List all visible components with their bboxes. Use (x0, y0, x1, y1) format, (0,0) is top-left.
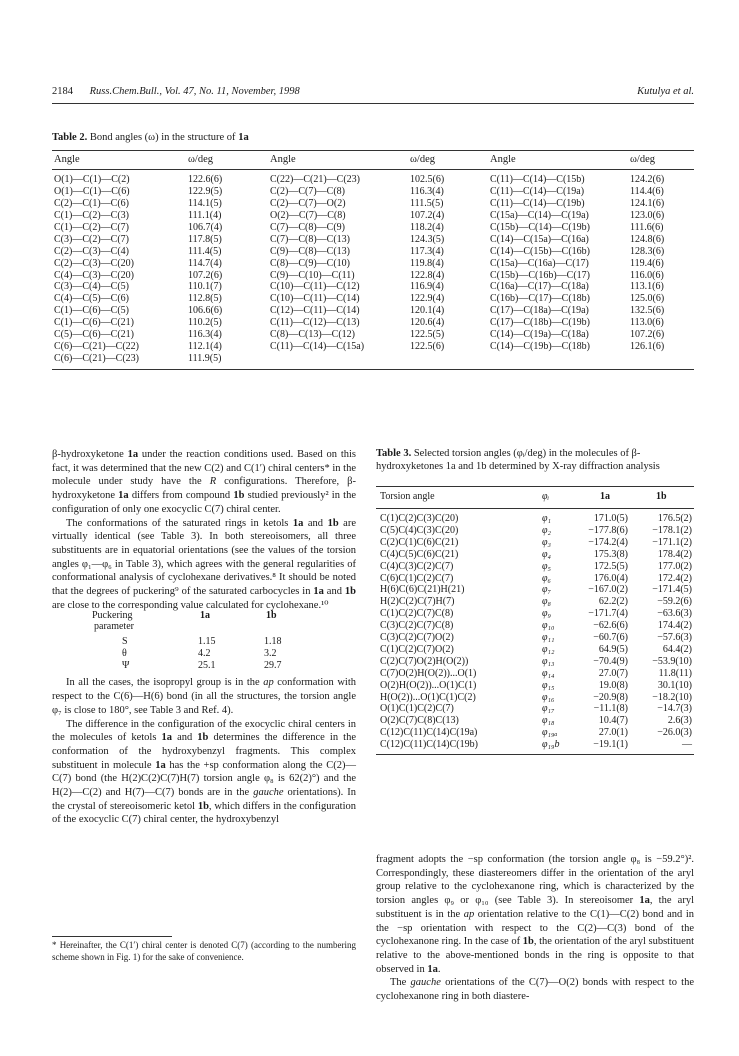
table2-header-omega-2: ω/deg (410, 154, 435, 165)
table2-angle-cell: C(11)—C(14)—C(15a) (270, 341, 365, 353)
table2-value-cell: 125.0(6) (630, 293, 665, 305)
table3-phi: φ₁ (542, 513, 552, 524)
table2-value-cell: 117.3(4) (410, 245, 444, 257)
puckering-value: 29.7 (264, 660, 282, 671)
table3-header-phi: φᵢ (542, 491, 550, 502)
table2-value-cell: 122.5(6) (410, 341, 445, 353)
paragraph-4: The difference in the configuration of the exocyclic chiral centers in the molecules of ketols 1a and 1b determines the difference in the conformation of the hydroxybenzyl fragments. This complex substituent in molecule 1a has the +sp conformation along the C(2)—C(7) bond (the H(2)C(2)C(7)H(7) torsion angle φ₈ is 62(2)°) and the H(2)—C(2) and H(7)—C(7) bonds are in the gauche orientations). In the crystal of stereoisomeric ketol 1b, which differs in the configuration of the exocyclic C(7) chiral center, the hydroxybenzyl (52, 718, 356, 826)
table3-header-1a: 1a (600, 491, 610, 502)
table2-angle-cell: C(11)—C(14)—C(19a) (490, 185, 585, 197)
table3-phi: φ₁₉b (542, 739, 560, 751)
table3-phi: φ₁₀ (542, 620, 555, 632)
table2-value-cell: 106.7(4) (188, 221, 223, 233)
table2-angle-cell: C(17)—C(18a)—C(19a) (490, 305, 589, 317)
table3-value-1a: 10.4(7) (598, 715, 628, 727)
puckering-header-1a: 1a (200, 610, 210, 621)
table2-value-cell: 119.4(6) (630, 257, 664, 269)
table2-value-cell: 123.0(6) (630, 209, 665, 221)
table3-value-1b: −59.2(6) (657, 596, 692, 608)
table2-caption (52, 131, 249, 145)
table3-value-1a: 175.3(8) (593, 548, 628, 560)
table3-torsion: C(1)C(2)C(7)O(2) (380, 643, 454, 655)
table2-angle-cell: C(11)—C(14)—C(15b) (490, 174, 585, 185)
table3-torsion: C(4)C(3)C(2)C(7) (380, 560, 454, 572)
table2-angle-cell: C(14)—C(15a)—C(16a) (490, 233, 589, 245)
table3-phi: φ₉ (542, 608, 552, 620)
table2-angle-cell: C(8)—C(13)—C(12) (270, 329, 355, 341)
table3-phi: φ₁₂ (542, 643, 555, 655)
table2-value-cell: 110.2(5) (188, 317, 222, 329)
table2-header-rule (52, 169, 694, 170)
table2-header-omega-3: ω/deg (630, 154, 655, 165)
table3-phi: φ₁₃ (542, 655, 555, 667)
table2-col2-values (410, 174, 444, 353)
table2-header-angle-2: Angle (270, 154, 296, 165)
paragraph-3: In all the cases, the isopropyl group is in the ap conformation with respect to the C(6)—H(6) bond (in all the structures, the torsion angle φ₇ is close to 180°, see Table 3 and Ref. 4). (52, 677, 357, 716)
table2-angle-cell: C(2)—C(7)—O(2) (270, 197, 346, 209)
table3-value-1a: −11.1(8) (593, 703, 628, 715)
table2-angle-cell: O(1)—C(1)—C(2) (54, 174, 130, 185)
table2-col1-values (188, 174, 222, 365)
table2-angle-cell: C(3)—C(2)—C(7) (54, 233, 129, 245)
puckering-param: S (122, 636, 128, 647)
table2-angle-cell: C(15b)—C(14)—C(19b) (490, 221, 590, 233)
table2-angle-cell: C(17)—C(18b)—C(19b) (490, 317, 590, 329)
table3-phi: φ₇ (542, 584, 552, 596)
table2-value-cell: 111.6(6) (630, 221, 664, 233)
table2-angle-cell: C(15a)—C(14)—C(19a) (490, 209, 589, 221)
table2-value-cell: 122.9(5) (188, 185, 223, 197)
table2-col1-angles (54, 174, 139, 365)
table2-value-cell: 116.3(4) (410, 185, 444, 197)
table3-value-1b: 30.1(10) (657, 679, 692, 691)
table3-torsion: C(12)C(11)C(14)C(19a) (380, 727, 478, 739)
table3-value-1a: −171.7(4) (588, 608, 628, 620)
table3-value-1b: 174.4(2) (657, 620, 692, 632)
table2-value-cell: 111.1(4) (188, 209, 222, 221)
paragraph-2: The conformations of the saturated rings in ketols 1a and 1b are virtually identical (see Table 3). In both stereoisomers, all three substituents are in equatorial orientations (see the values of the torsion angles φ₁—φ₆ in Table 3), which agrees with the general regularities of conformational analysis of cyclohexane derivatives.⁸ It should be noted that the degrees of puckering⁹ of the saturated carbocycles in 1a and 1b are close to the corresponding value calculated for cyclohexane.¹⁰ (52, 517, 356, 611)
table2-angle-cell: C(7)—C(8)—C(9) (270, 221, 345, 233)
table3-value-1a: −19.1(1) (593, 739, 628, 751)
table2-bottom-rule (52, 369, 694, 370)
table2-col2-angles (270, 174, 364, 353)
table3-torsion: H(2)C(2)C(7)H(7) (380, 596, 455, 608)
table3-value-1b: 64.4(2) (662, 643, 692, 655)
puckering-header-1b: 1b (266, 610, 277, 621)
table3-value-1a: 172.5(5) (593, 560, 628, 572)
running-head (52, 84, 694, 100)
table2-angle-cell: O(2)—C(7)—C(8) (270, 209, 346, 221)
right-paragraph-1: fragment adopts the −sp conformation (the torsion angle φ₈ is −59.2°)². Correspondingly, these diastereomers differ in the orientation of the aryl group relative to the cyclohexanone ring, which is characterized by the torsion angles φ₉ or φ₁₀ (see Table 3). In stereoisomer 1a, the aryl substituent is in the ap orientation relative to the C(1)—C(2) bond and in the −sp orientation with respect to the C(2)—C(3) bond of the cyclohexanone ring. In the case of 1b, the orientation of the aryl substituent relative to the above-mentioned bonds in the ring is opposite to that observed in 1a. (376, 854, 694, 975)
table2-angle-cell: C(11)—C(12)—C(13) (270, 317, 360, 329)
table3-value-1b: −14.7(3) (657, 703, 692, 715)
footnote-rule (52, 936, 172, 937)
table3-torsion: O(2)H(O(2))...O(1)C(1) (380, 679, 477, 691)
table2-value-cell: 122.5(5) (410, 329, 445, 341)
table2-angle-cell: C(14)—C(15b)—C(16b) (490, 245, 590, 257)
table3-label: Table 3. (376, 448, 412, 459)
table2-top-rule (52, 150, 694, 151)
table2-angle-cell: C(1)—C(2)—C(7) (54, 221, 129, 233)
table2-caption-text: Bond angles (ω) in the structure of (89, 132, 236, 143)
table2-angle-cell: C(5)—C(6)—C(21) (54, 329, 134, 341)
table2-angle-cell: C(2)—C(3)—C(4) (54, 245, 129, 257)
table2-angle-cell: C(1)—C(6)—C(5) (54, 305, 129, 317)
table2-angle-cell: C(4)—C(3)—C(20) (54, 269, 134, 281)
author-line: Kutulya et al. (637, 86, 694, 97)
table2-value-cell: 122.6(6) (188, 174, 223, 185)
table2-value-cell: 124.2(6) (630, 174, 665, 185)
table3-header-torsion: Torsion angle (380, 491, 435, 502)
table3-phi: φ₁₁ (542, 632, 555, 643)
table2-value-cell: 120.6(4) (410, 317, 445, 329)
table3-phi: φ₁₉ₐ (542, 727, 558, 739)
table3-torsion: C(7)O(2)H(O(2))...O(1) (380, 667, 477, 679)
header-rule (52, 103, 694, 104)
table2-angle-cell: C(1)—C(6)—C(21) (54, 317, 134, 329)
table3-value-1b: 11.8(11) (658, 667, 692, 679)
table2-value-cell: 111.9(5) (188, 353, 222, 365)
table2-value-cell: 118.2(4) (410, 221, 444, 233)
table3-value-1b: −171.1(2) (652, 536, 692, 548)
table2-value-cell: 111.5(5) (410, 197, 444, 209)
table3-torsion: C(2)C(7)O(2)H(O(2)) (380, 655, 469, 667)
table3-value-1a: −60.7(6) (593, 632, 628, 643)
table3-caption-text: Selected torsion angles (φᵢ/deg) in the molecules of β-hydroxyketones 1a and 1b determined by X-ray diffraction analysis (376, 448, 660, 473)
table2-value-cell: 110.1(7) (188, 281, 222, 293)
table2-angle-cell: C(11)—C(14)—C(19b) (490, 197, 585, 209)
table3-phi: φ₆ (542, 572, 552, 584)
table2-angle-cell: C(6)—C(21)—C(22) (54, 341, 139, 353)
table3-value-1b: 176.5(2) (657, 513, 692, 524)
table2-angle-cell: C(2)—C(7)—C(8) (270, 185, 345, 197)
table2-angle-cell: O(1)—C(1)—C(6) (54, 185, 130, 197)
table2-angle-cell: C(3)—C(4)—C(5) (54, 281, 129, 293)
table3-torsion: C(1)C(2)C(7)C(8) (380, 608, 454, 620)
table3-torsion: C(12)C(11)C(14)C(19b) (380, 739, 478, 751)
table2-value-cell: 124.3(5) (410, 233, 445, 245)
table2-caption-compound: 1a (238, 132, 249, 143)
table2-angle-cell: C(6)—C(21)—C(23) (54, 353, 139, 365)
table2-value-cell: 114.7(4) (188, 257, 222, 269)
table2-angle-cell: C(9)—C(8)—C(13) (270, 245, 350, 257)
right-column-text (376, 853, 694, 1004)
table2-value-cell: 132.5(6) (630, 305, 665, 317)
table3-value-1b: 2.6(3) (667, 715, 692, 727)
table2-angle-cell: C(9)—C(10)—C(11) (270, 269, 355, 281)
table3-phi: φ₁₅ (542, 679, 555, 691)
table3-phi: φ₁₇ (542, 703, 555, 715)
table2-angle-cell: C(15a)—C(16a)—C(17) (490, 257, 589, 269)
table3-value-1a: 19.0(8) (598, 679, 628, 691)
table3-torsion: C(6)C(1)C(2)C(7) (380, 572, 454, 584)
table2-value-cell: 116.9(4) (410, 281, 444, 293)
table2-value-cell: 122.9(4) (410, 293, 445, 305)
table2-col3-angles (490, 174, 590, 353)
table2-value-cell: 116.0(6) (630, 269, 664, 281)
table3-value-1b: −178.1(2) (652, 524, 692, 536)
table2-value-cell: 117.8(5) (188, 233, 222, 245)
table3-value-1a: −62.6(6) (593, 620, 628, 632)
table2-angle-cell: C(16a)—C(17)—C(18a) (490, 281, 589, 293)
table3-value-1b: −18.2(10) (652, 691, 692, 703)
table3-torsion: C(4)C(5)C(6)C(21) (380, 548, 459, 560)
table3-value-1a: 27.0(1) (598, 727, 628, 739)
table2-value-cell: 106.6(6) (188, 305, 223, 317)
puckering-header-param2: parameter (94, 621, 134, 632)
table3-value-1a: 62.2(2) (598, 596, 628, 608)
table2-angle-cell: C(2)—C(3)—C(20) (54, 257, 134, 269)
table3-value-1a: −20.9(8) (593, 691, 628, 703)
table2-angle-cell: C(22)—C(21)—C(23) (270, 174, 360, 185)
table2-value-cell: 120.1(4) (410, 305, 445, 317)
table3-torsion: C(5)C(4)C(3)C(20) (380, 524, 459, 536)
table2-header-angle-1: Angle (54, 154, 80, 165)
table3-value-1a: 171.0(5) (593, 513, 628, 524)
table3-phi: φ₁₄ (542, 667, 555, 679)
table3-value-1a: 27.0(7) (598, 667, 628, 679)
table3-torsion: O(2)C(7)C(8)C(13) (380, 715, 459, 727)
table2-angle-cell: C(10)—C(11)—C(12) (270, 281, 360, 293)
puckering-param: θ (122, 648, 127, 659)
table3-value-1b: 172.4(2) (657, 572, 692, 584)
table2-value-cell: 111.4(5) (188, 245, 222, 257)
table3-value-1b: 177.0(2) (657, 560, 692, 572)
table2-col3-values (630, 174, 664, 353)
table2-value-cell: 126.1(6) (630, 341, 665, 353)
table2-angle-cell: C(12)—C(11)—C(14) (270, 305, 360, 317)
table3-phi: φ₁₈ (542, 715, 555, 727)
running-head-left (52, 84, 300, 100)
table2-angle-cell: C(1)—C(2)—C(3) (54, 209, 129, 221)
table3-torsion: C(3)C(2)C(7)O(2) (380, 632, 454, 643)
table3-value-1a: −167.0(2) (588, 584, 628, 596)
table3-value-1b: 178.4(2) (657, 548, 692, 560)
table2-value-cell: 113.1(6) (630, 281, 664, 293)
table2-value-cell: 119.8(4) (410, 257, 444, 269)
table3-value-1a: 64.9(5) (598, 643, 628, 655)
table3-value-1a: −174.2(4) (588, 536, 628, 548)
table2-value-cell: 112.1(4) (188, 341, 222, 353)
table2-value-cell: 124.8(6) (630, 233, 665, 245)
table3-value-1b: −171.4(5) (652, 584, 692, 596)
puckering-value: 1.15 (198, 636, 216, 647)
table3-phi: φ₄ (542, 548, 552, 560)
table2-label: Table 2. (52, 132, 88, 143)
puckering-header-param: Puckering (92, 610, 133, 621)
table3-bottom-rule (376, 754, 694, 755)
table3-value-1a: 176.0(4) (593, 572, 628, 584)
table3-phi: φ₂ (542, 524, 552, 536)
table3-torsion: H(6)C(6)C(21)H(21) (380, 584, 465, 596)
table2-value-cell: 124.1(6) (630, 197, 665, 209)
table2-angle-cell: C(15b)—C(16b)—C(17) (490, 269, 590, 281)
table2-angle-cell: C(8)—C(9)—C(10) (270, 257, 350, 269)
table2-value-cell: 107.2(6) (630, 329, 665, 341)
table2-angle-cell: C(14)—C(19b)—C(18b) (490, 341, 590, 353)
table2-header-angle-3: Angle (490, 154, 516, 165)
table2-value-cell: 102.5(6) (410, 174, 445, 185)
table3-top-rule (376, 486, 694, 487)
table2-angle-cell: C(16b)—C(17)—C(18b) (490, 293, 590, 305)
table2-value-cell: 128.3(6) (630, 245, 665, 257)
paragraph-1: β-hydroxyketone 1a under the reaction conditions used. Based on this fact, it was determined that the new C(2) and C(1′) chiral centers* in the molecule under study have the R configurations. Therefore, β-hydroxyketone 1a differs from compound 1b studied previously² in the configuration of only one exocyclic C(7) chiral center. (52, 449, 357, 515)
table2-value-cell: 107.2(6) (188, 269, 223, 281)
table3-header-1b: 1b (656, 491, 667, 502)
table2-angle-cell: C(2)—C(1)—C(6) (54, 197, 129, 209)
table2-value-cell: 113.0(6) (630, 317, 664, 329)
right-paragraph-2: The gauche orientations of the C(7)—O(2) bonds with respect to the cyclohexanone ring in both diastere- (376, 977, 695, 1003)
table3-value-1a: −70.4(9) (593, 655, 628, 667)
table2-angle-cell: C(4)—C(5)—C(6) (54, 293, 129, 305)
table3-header-rule (376, 508, 694, 509)
table3-torsion: C(1)C(2)C(3)C(20) (380, 513, 459, 524)
table3-value-1b: −63.6(3) (657, 608, 692, 620)
table3-torsion: C(3)C(2)C(7)C(8) (380, 620, 454, 632)
table3-torsion: C(2)C(1)C(6)C(21) (380, 536, 459, 548)
table3-phi: φ₈ (542, 596, 552, 608)
table3-value-1b: — (682, 739, 692, 751)
table3-caption (376, 447, 694, 474)
puckering-value: 4.2 (198, 648, 211, 659)
table2-value-cell: 114.4(6) (630, 185, 664, 197)
table2-value-cell: 122.8(4) (410, 269, 445, 281)
table2-value-cell: 114.1(5) (188, 197, 222, 209)
page-number: 2184 (52, 86, 73, 97)
puckering-value: 25.1 (198, 660, 216, 671)
table2-angle-cell: C(7)—C(8)—C(13) (270, 233, 350, 245)
table2-value-cell: 112.8(5) (188, 293, 222, 305)
table3-phi: φ₁₆ (542, 691, 555, 703)
table2-value-cell: 107.2(4) (410, 209, 445, 221)
puckering-param: Ψ (122, 660, 130, 671)
table3-torsion: H(O(2))...O(1)C(1)C(2) (380, 691, 476, 703)
table3-phi: φ₅ (542, 560, 552, 572)
table3-value-1b: −26.0(3) (657, 727, 692, 739)
table3-phi: φ₃ (542, 536, 552, 548)
table2-angle-cell: C(10)—C(11)—C(14) (270, 293, 360, 305)
table2-angle-cell: C(14)—C(19a)—C(18a) (490, 329, 589, 341)
table2-header-omega-1: ω/deg (188, 154, 213, 165)
journal-citation: Russ.Chem.Bull., Vol. 47, No. 11, November, 1998 (89, 86, 300, 97)
puckering-value: 1.18 (264, 636, 282, 647)
table3-value-1b: −57.6(3) (657, 632, 692, 643)
table3-value-1a: −177.8(6) (588, 524, 628, 536)
footnote: * Hereinafter, the C(1′) chiral center is denoted C(7) (according to the numbering scheme shown in Fig. 1) for the sake of convenience. (52, 940, 356, 962)
table3-torsion: O(1)C(1)C(2)C(7) (380, 703, 454, 715)
puckering-value: 3.2 (264, 648, 277, 659)
table2-value-cell: 116.3(4) (188, 329, 222, 341)
table3-value-1b: −53.9(10) (652, 655, 692, 667)
